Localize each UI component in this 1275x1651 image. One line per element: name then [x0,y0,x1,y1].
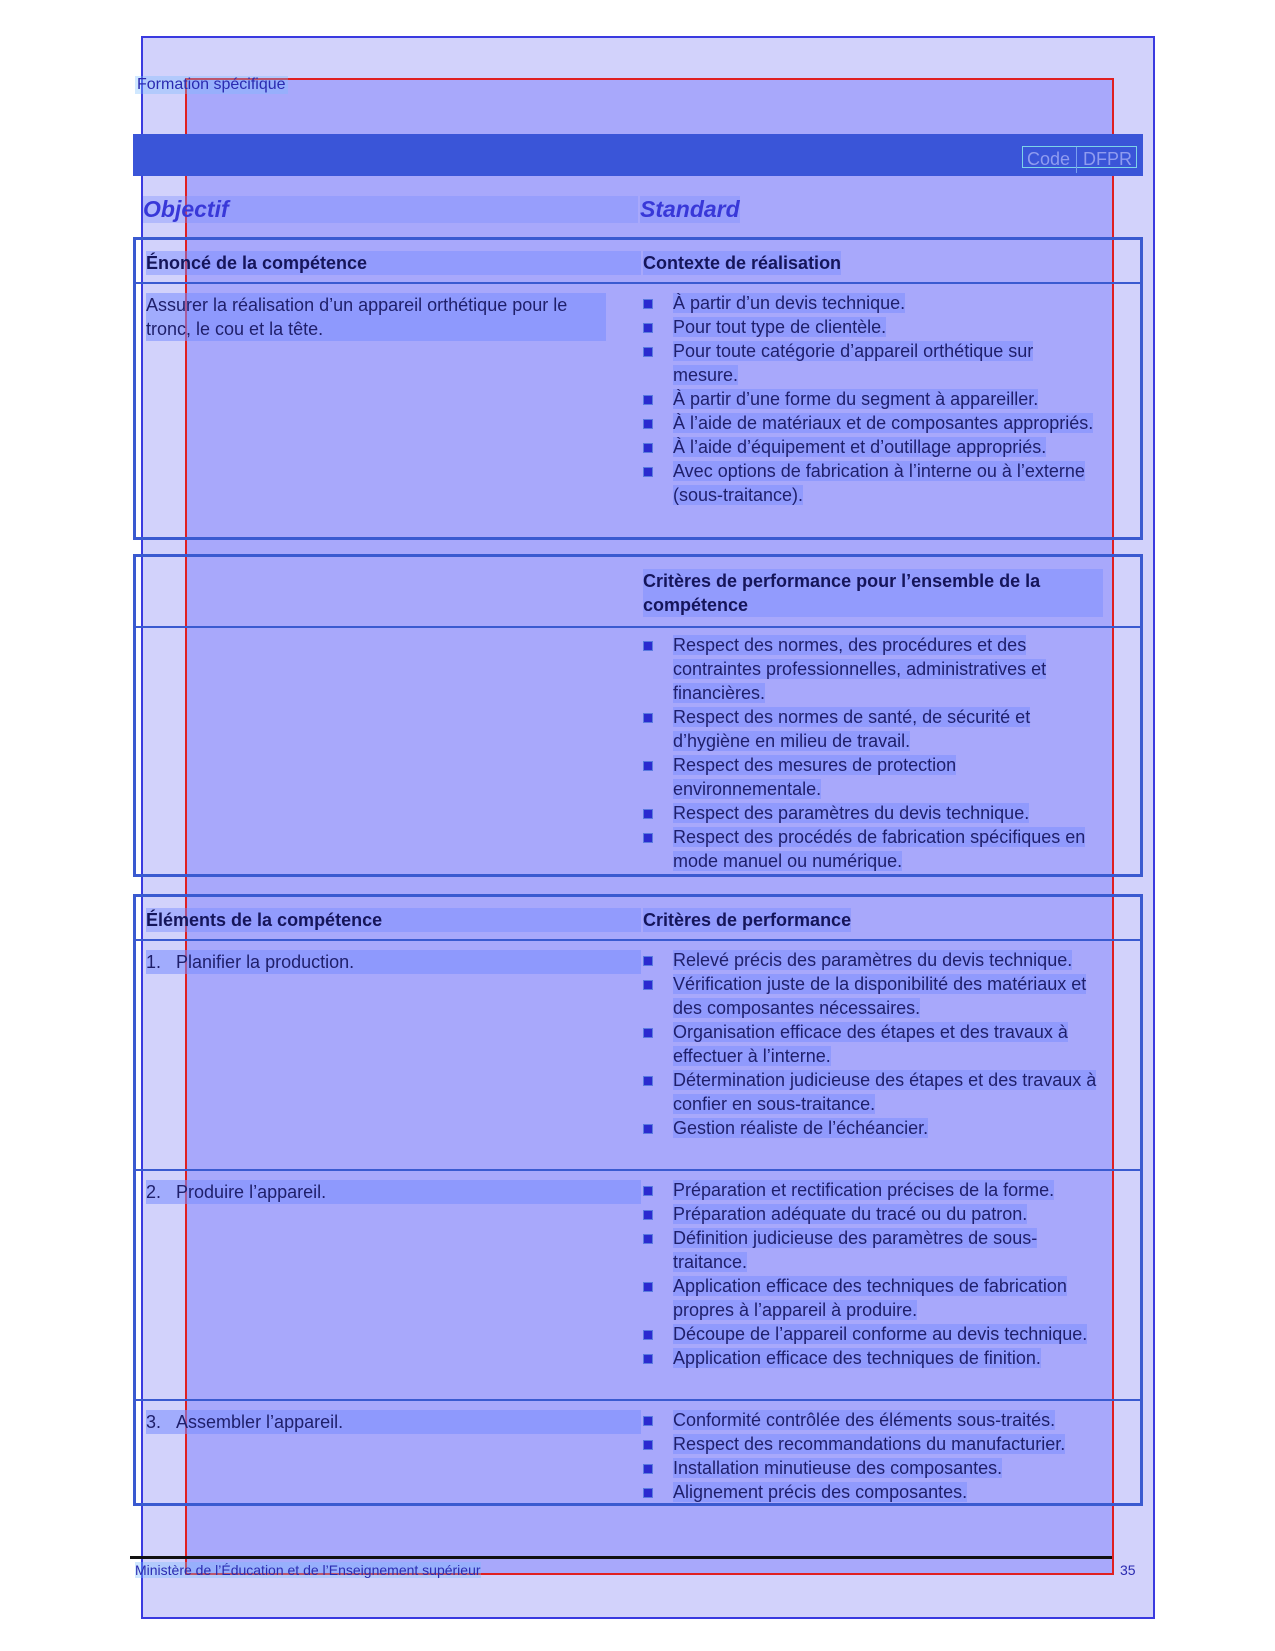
bullet-item [643,633,1105,705]
row-divider [136,939,1140,941]
element-number: 1. [146,952,162,972]
footer-rule [130,1556,1112,1559]
bullet-item [643,1068,1105,1116]
bullet-text: Relevé précis des paramètres du devis technique. [673,950,1073,970]
heading-elements: Éléments de la compétence [146,908,641,932]
bullet-item [643,972,1105,1020]
code-label: Code [1026,148,1070,169]
element-label: Assembler l’appareil. [176,1412,344,1432]
bullet-text: Organisation efficace des étapes et des travaux à effectuer à l’interne. [673,1022,1068,1066]
bullet-item [643,435,1103,459]
row-divider [136,282,1140,284]
criteria-list-1 [643,948,1105,1140]
code-separator [1076,147,1077,173]
bullet-item [643,1322,1105,1346]
bullet-text: Pour tout type de clientèle. [673,317,887,337]
bullet-text: Respect des normes de santé, de sécurité et d’hygiène en milieu de travail. [673,707,1031,751]
bullet-text: À l’aide d’équipement et d’outillage appropriés. [673,437,1047,457]
competence-statement: Assurer la réalisation d’un appareil orthétique pour le tronc, le cou et la tête. [146,293,606,341]
bullet-text: Installation minutieuse des composantes. [673,1458,1003,1478]
bullet-text: Avec options de fabrication à l’interne ou à l’externe (sous-traitance). [673,461,1085,505]
bullet-text: À partir d’une forme du segment à appareiller. [673,389,1039,409]
bullet-item [643,1408,1113,1432]
element-label: Planifier la production. [176,952,355,972]
element-number: 3. [146,1412,162,1432]
bullet-text: Application efficace des techniques de finition. [673,1348,1041,1368]
heading-criteria: Critères de performance [643,910,852,930]
bullet-item [643,1178,1105,1202]
header-banner [133,134,1143,176]
bullet-text: À partir d’un devis technique. [673,293,906,313]
global-criteria-list [643,633,1105,873]
header-label: Formation spécifique [137,76,286,93]
bullet-text: Gestion réaliste de l’échéancier. [673,1118,929,1138]
bullet-text: À l’aide de matériaux et de composantes appropriés. [673,413,1094,433]
element-1 [146,950,641,974]
element-number: 2. [146,1182,162,1202]
bullet-text: Préparation et rectification précises de la forme. [673,1180,1055,1200]
bullet-text: Définition judicieuse des paramètres de sous-traitance. [673,1228,1038,1272]
heading-contexte: Contexte de réalisation [643,253,842,273]
bullet-text: Alignement précis des composantes. [673,1482,968,1502]
footer-ministry: Ministère de l’Éducation et de l’Enseignement supérieur [135,1562,481,1578]
bullet-text: Pour toute catégorie d’appareil orthétique sur mesure. [673,341,1034,385]
code-value: DFPR [1083,148,1132,169]
bullet-item [643,459,1103,507]
elements-box [133,894,1143,1506]
bullet-item [643,315,1103,339]
title-objectif: Objectif [143,196,638,223]
bullet-item [643,1346,1105,1370]
competence-box [133,237,1143,540]
bullet-text: Vérification juste de la disponibilité des matériaux et des composantes nécessaires. [673,974,1087,1018]
bullet-text: Conformité contrôlée des éléments sous-traités. [673,1410,1056,1430]
heading-global-criteria: Critères de performance pour l’ensemble de la compétence [643,569,1103,617]
bullet-item [643,1274,1105,1322]
bullet-item [643,387,1103,411]
bullet-text: Détermination judicieuse des étapes et des travaux à confier en sous-traitance. [673,1070,1097,1114]
bullet-item [643,1480,1113,1504]
bullet-text: Respect des mesures de protection environnementale. [673,755,957,799]
element-3 [146,1410,641,1434]
bullet-item [643,753,1105,801]
context-list [643,291,1103,507]
criteria-list-2 [643,1178,1105,1370]
row-divider [136,1399,1140,1401]
bullet-item [643,291,1103,315]
bullet-item [643,1202,1105,1226]
element-2 [146,1180,641,1204]
row-divider [136,1169,1140,1171]
bullet-item [643,1226,1105,1274]
bullet-item [643,1116,1105,1140]
bullet-item [643,1456,1113,1480]
code-box [1022,146,1137,168]
bullet-text: Application efficace des techniques de fabrication propres à l’appareil à produire. [673,1276,1067,1320]
bullet-item [643,411,1103,435]
page-number: 35 [1120,1562,1136,1578]
bullet-text: Respect des recommandations du manufacturier. [673,1434,1066,1454]
bullet-text: Préparation adéquate du tracé ou du patron. [673,1204,1028,1224]
heading-enonce: Énoncé de la compétence [146,251,641,275]
bullet-item [643,825,1105,873]
bullet-item [643,1432,1113,1456]
criteria-list-3 [643,1408,1113,1504]
bullet-item [643,339,1103,387]
title-standard: Standard [640,196,740,222]
element-label: Produire l’appareil. [176,1182,327,1202]
global-criteria-box [133,554,1143,877]
bullet-text: Respect des procédés de fabrication spécifiques en mode manuel ou numérique. [673,827,1086,871]
bullet-text: Découpe de l’appareil conforme au devis technique. [673,1324,1088,1344]
bullet-text: Respect des paramètres du devis technique. [673,803,1030,823]
bullet-item [643,948,1105,972]
bullet-text: Respect des normes, des procédures et des contraintes professionnelles, administratives et financières. [673,635,1047,703]
bullet-item [643,1020,1105,1068]
row-divider [136,626,1140,628]
bullet-item [643,705,1105,753]
bullet-item [643,801,1105,825]
